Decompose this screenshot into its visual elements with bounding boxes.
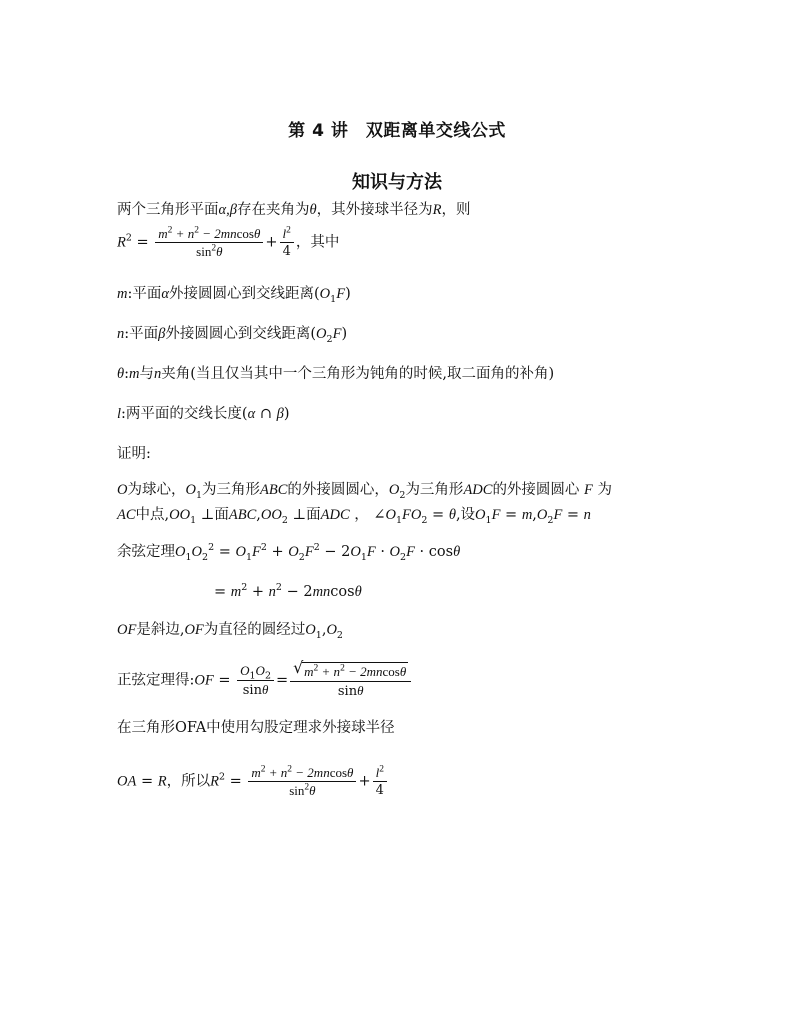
lecture-title: 第 4 讲 双距离单交线公式 — [288, 121, 506, 141]
proof-line-cos-2: = $m^2 + n^2 - 2mncos\theta$ — [214, 582, 362, 600]
def-n: n:平面β外接圆圆心到交线距离$(O_2F)$ — [117, 326, 348, 345]
def-l: l:两平面的交线长度(α ∩ β) — [117, 406, 290, 422]
proof-line-4: OF是斜边,OF为直径的圆经过$O_1,O_2$ — [117, 622, 343, 641]
proof-line-cos: 余弦定理$O_1O_2^2 = O_1F^2 + O_2F^2 - 2O_1F \cdot O_2F \cdot \cos\theta$ — [117, 542, 461, 563]
intro-line: 两个三角形平面α,β存在夹角为θ，其外接球半径为R，则 — [117, 202, 471, 218]
section-title: 知识与方法 — [352, 172, 442, 193]
proof-line-2: AC中点$,OO_1$ ⊥面$ABC,OO_2$ ⊥面ADC ， $\angle O_1FO_2 = \theta$,设$O_1F = m,O_2F = n$ — [117, 507, 591, 526]
def-m: m:平面α外接圆圆心到交线距离$(O_1F)$ — [117, 286, 351, 305]
sine-fraction-2: √ $m^2 + n^2 - 2mncos\theta$ sinθ — [290, 662, 411, 699]
def-theta: θ:m与n夹角(当且仅当其中一个三角形为钝角的时候,取二面角的补角) — [117, 366, 555, 382]
proof-line-sine: 正弦定理得:OF = $\frac{O_1O_2}{\sin\theta}$ = √ $m^2 + n^2 - 2mncos\theta$ sinθ — [117, 662, 413, 699]
formula-fraction-2: $\frac{l^2}{4}$ — [280, 226, 294, 259]
formula-fraction-1: $\frac{m^2 + n^2 - 2mncos\theta}{\sin^2\theta}$ — [155, 226, 263, 259]
proof-line-6: 在三角形OFA中使用勾股定理求外接球半径 — [117, 720, 395, 736]
sine-fraction-1: $\frac{O_1O_2}{\sin\theta}$ — [237, 663, 274, 698]
proof-label: 证明: — [117, 446, 151, 462]
proof-line-1: O为球心，$O_1$为三角形ABC的外接圆圆心，$O_2$为三角形ADC的外接圆圆心 F 为 — [117, 482, 613, 501]
result-fraction-2: $\frac{l^2}{4}$ — [373, 765, 387, 798]
main-formula: $R^2$ = $\frac{m^2 + n^2 - 2mncos\theta}{\sin^2\theta}$ + $\frac{l^2}{4}$ ，其中 — [117, 225, 340, 259]
proof-line-7: OA = R，所以$R^2$ = $\frac{m^2 + n^2 - 2mncos\theta}{\sin^2\theta}$ + $\frac{l^2}{4}$ — [117, 765, 389, 798]
result-fraction-1: $\frac{m^2 + n^2 - 2mncos\theta}{\sin^2\theta}$ — [248, 765, 356, 798]
